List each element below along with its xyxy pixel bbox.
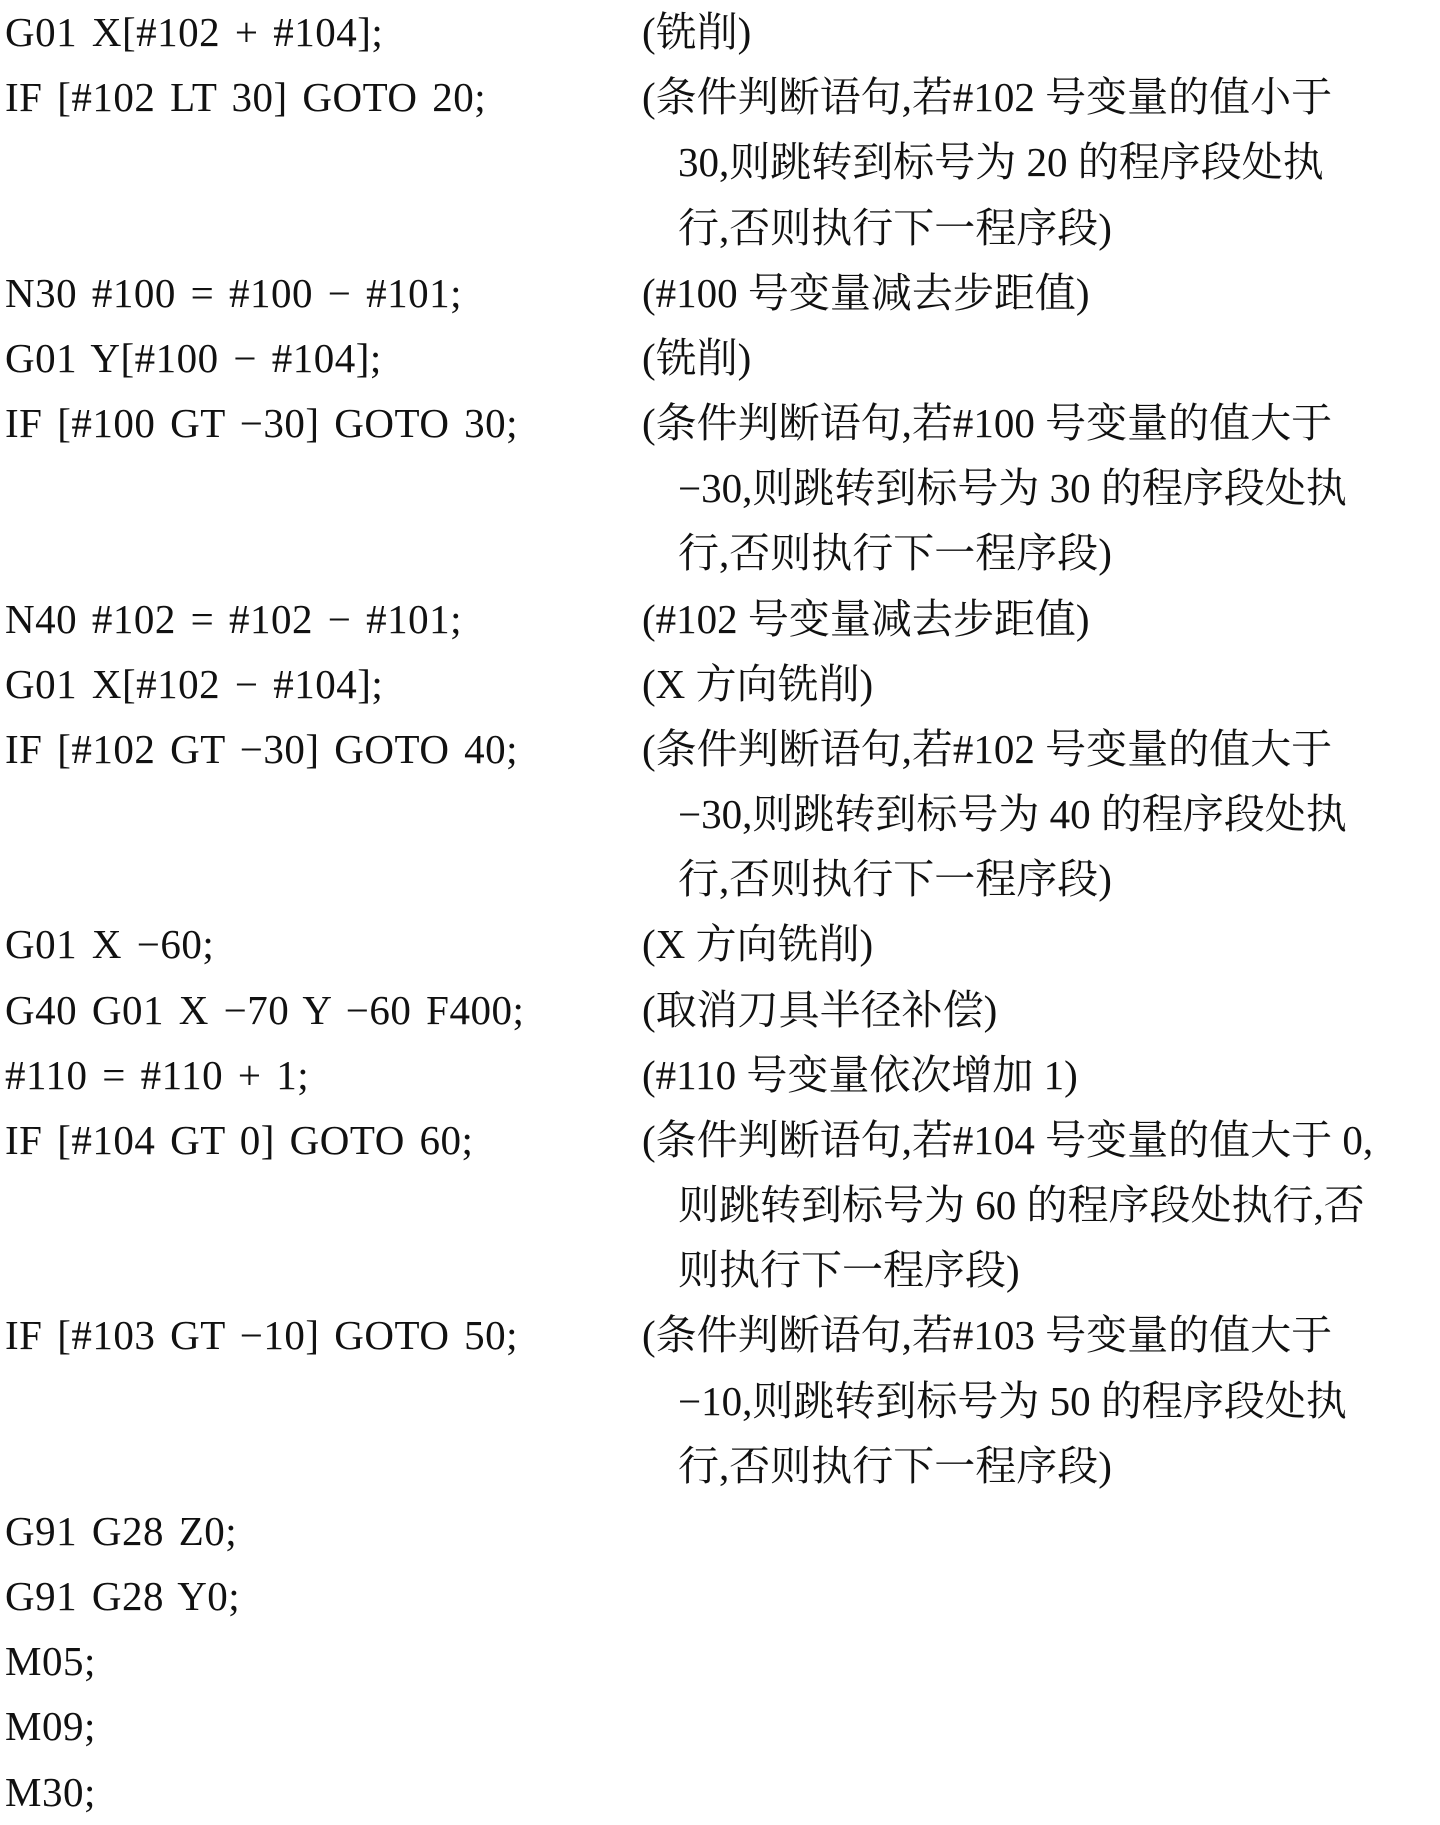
program-row [0, 456, 1440, 521]
comment-line: 行,否则执行下一程序段) [678, 856, 1112, 903]
comment-line: (条件判断语句,若#100 号变量的值大于 [642, 400, 1333, 447]
program-row [0, 1173, 1440, 1238]
code-line: #110 = #110 + 1; [5, 1051, 310, 1098]
code-line: G91 G28 Z0; [5, 1507, 238, 1554]
comment-line: (铣削) [642, 9, 752, 55]
program-row [0, 717, 1440, 782]
comment-line: (条件判断语句,若#102 号变量的值大于 [642, 725, 1333, 772]
comment-line: (#110 号变量依次增加 1) [642, 1051, 1078, 1098]
comment-line: 则执行下一程序段) [678, 1247, 1020, 1294]
comment-line: 30,则跳转到标号为 20 的程序段处执 [678, 139, 1324, 186]
code-line: M30; [5, 1768, 96, 1815]
program-row [0, 782, 1440, 847]
comment-line: 行,否则执行下一程序段) [678, 1442, 1112, 1489]
code-line: G40 G01 X −70 Y −60 F400; [5, 986, 525, 1033]
program-row [0, 1694, 1440, 1759]
comment-line: −30,则跳转到标号为 30 的程序段处执 [678, 465, 1347, 512]
comment-line: 行,否则执行下一程序段) [678, 530, 1112, 577]
program-row [0, 1043, 1440, 1108]
code-line: G91 G28 Y0; [5, 1573, 241, 1620]
program-row [0, 65, 1440, 130]
comment-line: 行,否则执行下一程序段) [678, 204, 1112, 251]
program-row [0, 1499, 1440, 1564]
program-row [0, 652, 1440, 717]
comment-line: (条件判断语句,若#103 号变量的值大于 [642, 1312, 1333, 1359]
code-line: IF [#103 GT −10] GOTO 50; [5, 1312, 519, 1359]
comment-line: (条件判断语句,若#104 号变量的值大于 0, [642, 1116, 1374, 1163]
comment-line: (#100 号变量减去步距值) [642, 269, 1090, 316]
program-row [0, 1238, 1440, 1303]
program-row [0, 1108, 1440, 1173]
program-row [0, 912, 1440, 977]
code-line: M09; [5, 1703, 96, 1750]
code-line: IF [#100 GT −30] GOTO 30; [5, 400, 519, 447]
program-row [0, 0, 1440, 65]
code-line: IF [#102 LT 30] GOTO 20; [5, 74, 487, 121]
comment-line: (取消刀具半径补偿) [642, 986, 998, 1033]
program-row [0, 1369, 1440, 1434]
code-line: M05; [5, 1638, 96, 1685]
program-row [0, 1564, 1440, 1629]
program-row [0, 261, 1440, 326]
program-row [0, 196, 1440, 261]
code-line: N30 #100 = #100 − #101; [5, 269, 462, 316]
program-row [0, 1434, 1440, 1499]
program-row [0, 978, 1440, 1043]
code-line: G01 X −60; [5, 921, 215, 968]
code-line: N40 #102 = #102 − #101; [5, 595, 462, 642]
program-row [0, 521, 1440, 586]
program-row [0, 326, 1440, 391]
comment-line: (#102 号变量减去步距值) [642, 595, 1090, 642]
program-row [0, 587, 1440, 652]
comment-line: −30,则跳转到标号为 40 的程序段处执 [678, 791, 1347, 838]
program-row [0, 1629, 1440, 1694]
program-row [0, 391, 1440, 456]
code-line: G01 Y[#100 − #104]; [5, 334, 382, 381]
code-line: IF [#102 GT −30] GOTO 40; [5, 725, 519, 772]
program-row [0, 847, 1440, 912]
comment-line: (铣削) [642, 334, 752, 381]
comment-line: (X 方向铣削) [642, 660, 874, 707]
comment-line: −10,则跳转到标号为 50 的程序段处执 [678, 1377, 1347, 1424]
comment-line: (X 方向铣削) [642, 921, 874, 968]
comment-line: 则跳转到标号为 60 的程序段处执行,否 [678, 1182, 1365, 1229]
program-row [0, 130, 1440, 195]
code-line: G01 X[#102 + #104]; [5, 9, 384, 55]
program-row [0, 1760, 1440, 1825]
code-line: G01 X[#102 − #104]; [5, 660, 384, 707]
code-line: IF [#104 GT 0] GOTO 60; [5, 1116, 474, 1163]
comment-line: (条件判断语句,若#102 号变量的值小于 [642, 74, 1333, 121]
program-row [0, 1303, 1440, 1368]
